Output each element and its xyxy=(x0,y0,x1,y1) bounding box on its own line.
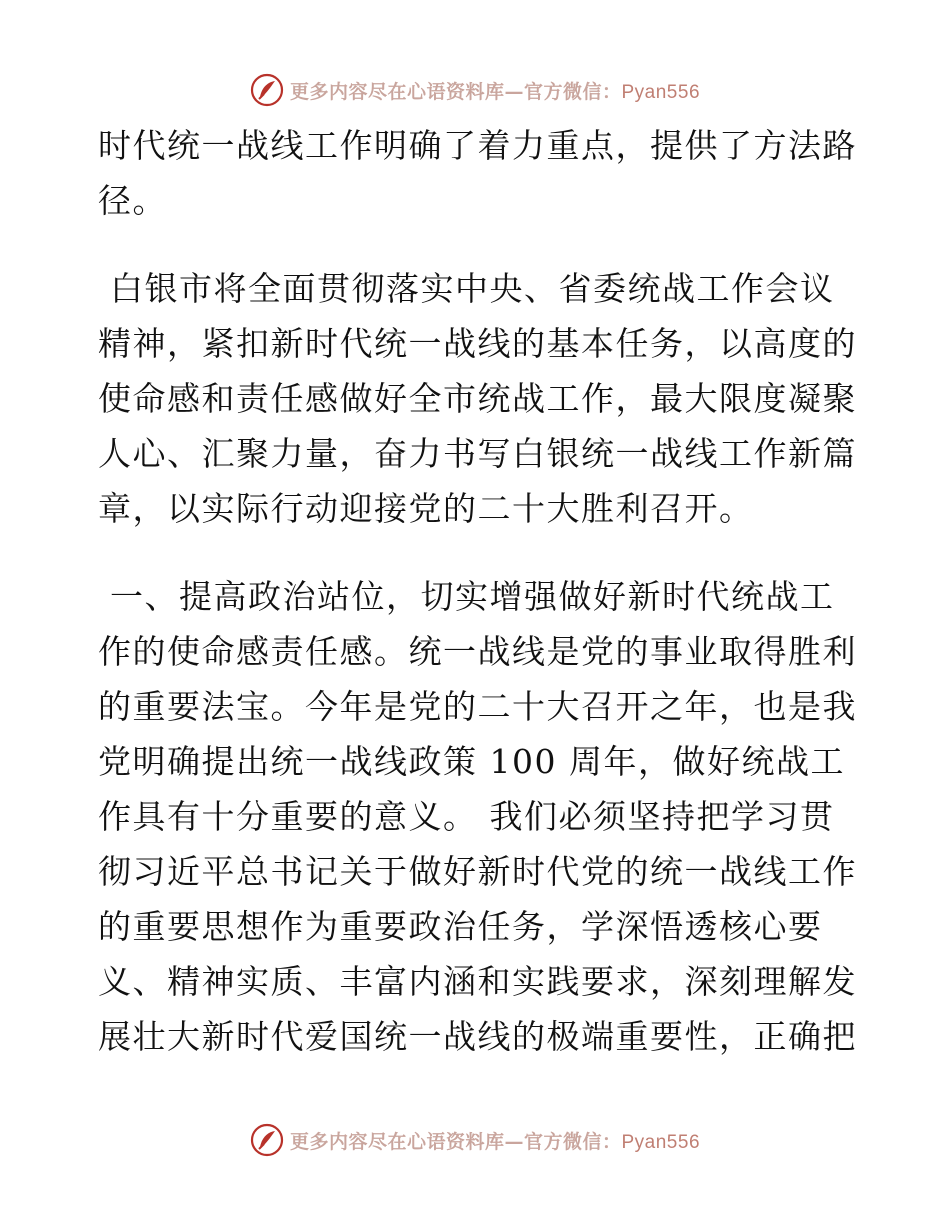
watermark-text-cn: 更多内容尽在心语资料库—官方微信： xyxy=(289,1130,622,1153)
text-line: 白银市将全面贯彻落实中央、省委统战工作会议 xyxy=(98,269,835,308)
watermark-text xyxy=(290,77,700,104)
paragraph-2 xyxy=(98,261,858,536)
text-line: 精神，紧扣新时代统一战线的基本任务，以高度的 xyxy=(98,324,857,363)
text-line: 使命感和责任感做好全市统战工作，最大限度凝聚 xyxy=(98,379,857,418)
text-line: 展壮大新时代爱国统一战线的极端重要性，正确把 xyxy=(98,1017,857,1056)
logo-icon xyxy=(250,1123,284,1157)
watermark-footer xyxy=(0,1120,950,1160)
paragraph-3 xyxy=(98,569,858,1064)
text-line: 的重要思想作为重要政治任务，学深悟透核心要 xyxy=(98,907,823,946)
watermark-text-id: Pyan556 xyxy=(621,81,701,103)
logo-icon xyxy=(250,73,284,107)
text-line: 时代统一战线工作明确了着力重点，提供了方法路 xyxy=(98,126,857,165)
watermark-header xyxy=(0,70,950,110)
text-line: 彻习近平总书记关于做好新时代党的统一战线工作 xyxy=(98,852,857,891)
paragraph-1 xyxy=(98,118,858,228)
text-line: 章，以实际行动迎接党的二十大胜利召开。 xyxy=(98,489,754,528)
text-line: 作的使命感责任感。统一战线是党的事业取得胜利 xyxy=(98,632,857,671)
text-line: 的重要法宝。今年是党的二十大召开之年，也是我 xyxy=(98,687,857,726)
text-line: 作具有十分重要的意义。 我们必须坚持把学习贯 xyxy=(98,797,835,836)
text-line: 人心、汇聚力量，奋力书写白银统一战线工作新篇 xyxy=(98,434,857,473)
watermark-text-cn: 更多内容尽在心语资料库—官方微信： xyxy=(289,80,622,103)
document-body xyxy=(98,118,858,1064)
text-line: 义、精神实质、丰富内涵和实践要求，深刻理解发 xyxy=(98,962,857,1001)
text-line: 径。 xyxy=(98,181,167,220)
text-line: 党明确提出统一战线政策 100 周年，做好统战工 xyxy=(98,742,845,781)
text-line: 一、提高政治站位，切实增强做好新时代统战工 xyxy=(98,577,835,616)
watermark-text xyxy=(290,1127,700,1154)
watermark-text-id: Pyan556 xyxy=(621,1131,701,1153)
